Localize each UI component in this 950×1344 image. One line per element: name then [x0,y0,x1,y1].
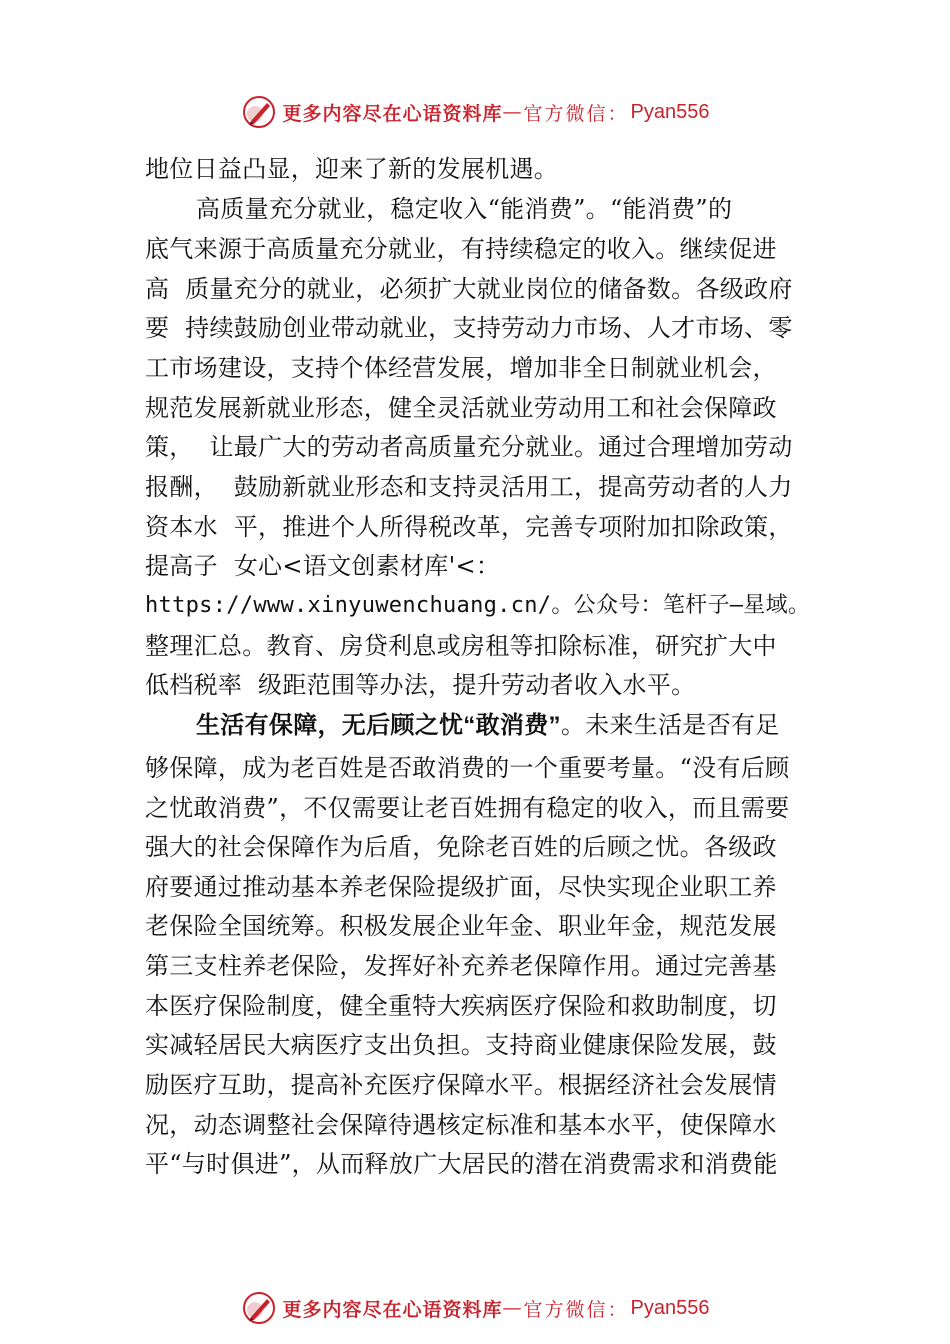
paragraph-line: 规范发展新就业形态，健全灵活就业劳动用工和社会保障政 [145,394,777,422]
paragraph-line: 工市场建设，支持个体经营发展，增加非全日制就业机会， [145,354,777,382]
paragraph-line: 之忧敢消费”，不仅需要让老百姓拥有稳定的收入，而且需要 [145,794,790,822]
paragraph-line: 提高子 女心<语文创素材库'<： [145,552,501,580]
banner-dash: — [502,1297,522,1319]
paragraph-line: 强大的社会保障作为后盾，免除老百姓的后顾之忧。各级政 [145,833,777,861]
paragraph-line: 地位日益凸显，迎来了新的发展机遇。 [145,155,559,183]
paragraph-line: 高 质量充分的就业，必须扩大就业岗位的储备数。各级政府 [145,275,793,303]
bold-heading: 生活有保障，无后顾之忧“敢消费” [196,712,561,739]
pen-logo-icon [241,94,277,130]
paragraph-text: 。未来生活是否有足 [560,711,780,739]
paragraph-line: 实减轻居民大病医疗支出负担。支持商业健康保险发展，鼓 [145,1031,777,1059]
banner-dash: — [502,101,522,123]
paragraph-line: 资本水 平，推进个人所得税改革，完善专项附加扣除政策， [145,513,793,541]
paragraph-line: 低档税率 级距范围等办法，提升劳动者收入水平。 [145,671,696,699]
paragraph-line: 本医疗保险制度，健全重特大疾病医疗保险和救助制度，切 [145,992,777,1020]
footer-watermark-banner [0,1288,950,1328]
brand-text: 更多内容尽在心语资料库 [282,102,503,125]
paragraph-line: 报酬， 鼓励新就业形态和支持灵活用工，提高劳动者的人力 [145,473,793,501]
brand-text: 更多内容尽在心语资料库 [282,1298,503,1321]
official-wechat-label: 官方微信： [523,1298,629,1321]
paragraph-line: 策， 让最广大的劳动者高质量充分就业。通过合理增加劳动 [145,433,793,461]
wechat-id: Pyan556 [630,100,710,123]
paragraph-line: 底气来源于高质量充分就业，有持续稳定的收入。继续促进 [145,235,777,263]
official-wechat-label: 官方微信： [523,102,629,125]
paragraph-line: 要 持续鼓励创业带动就业，支持劳动力市场、人才市场、零 [145,314,793,342]
paragraph-line: 老保险全国统筹。积极发展企业年金、职业年金，规范发展 [145,912,777,940]
paragraph-line: 高质量充分就业，稳定收入“能消费”。“能消费”的 [196,195,733,223]
paragraph-line: 第三支柱养老保险，发挥好补充养老保障作用。通过完善基 [145,952,777,980]
paragraph-line: 府要通过推动基本养老保险提级扩面，尽快实现企业职工养 [145,873,777,901]
paragraph-line: 况，动态调整社会保障待遇核定标准和基本水平，使保障水 [145,1111,777,1139]
paragraph-line: 整理汇总。教育、房贷利息或房租等扣除标准，研究扩大中 [145,632,777,660]
wechat-id: Pyan556 [630,1296,710,1319]
paragraph-line: 励医疗互助，提高补充医疗保障水平。根据经济社会发展情 [145,1071,777,1099]
url-line: https://www.xinyuwenchuang.cn/。公众号：笔杆子—星域。 [145,593,811,618]
header-watermark-banner [0,92,950,132]
pen-logo-icon [241,1290,277,1326]
paragraph-lead-line [196,710,780,740]
paragraph-line: 够保障，成为老百姓是否敢消费的一个重要考量。“没有后顾 [145,754,790,782]
paragraph-line: 平“与时俱进”，从而释放广大居民的潜在消费需求和消费能 [145,1150,778,1178]
